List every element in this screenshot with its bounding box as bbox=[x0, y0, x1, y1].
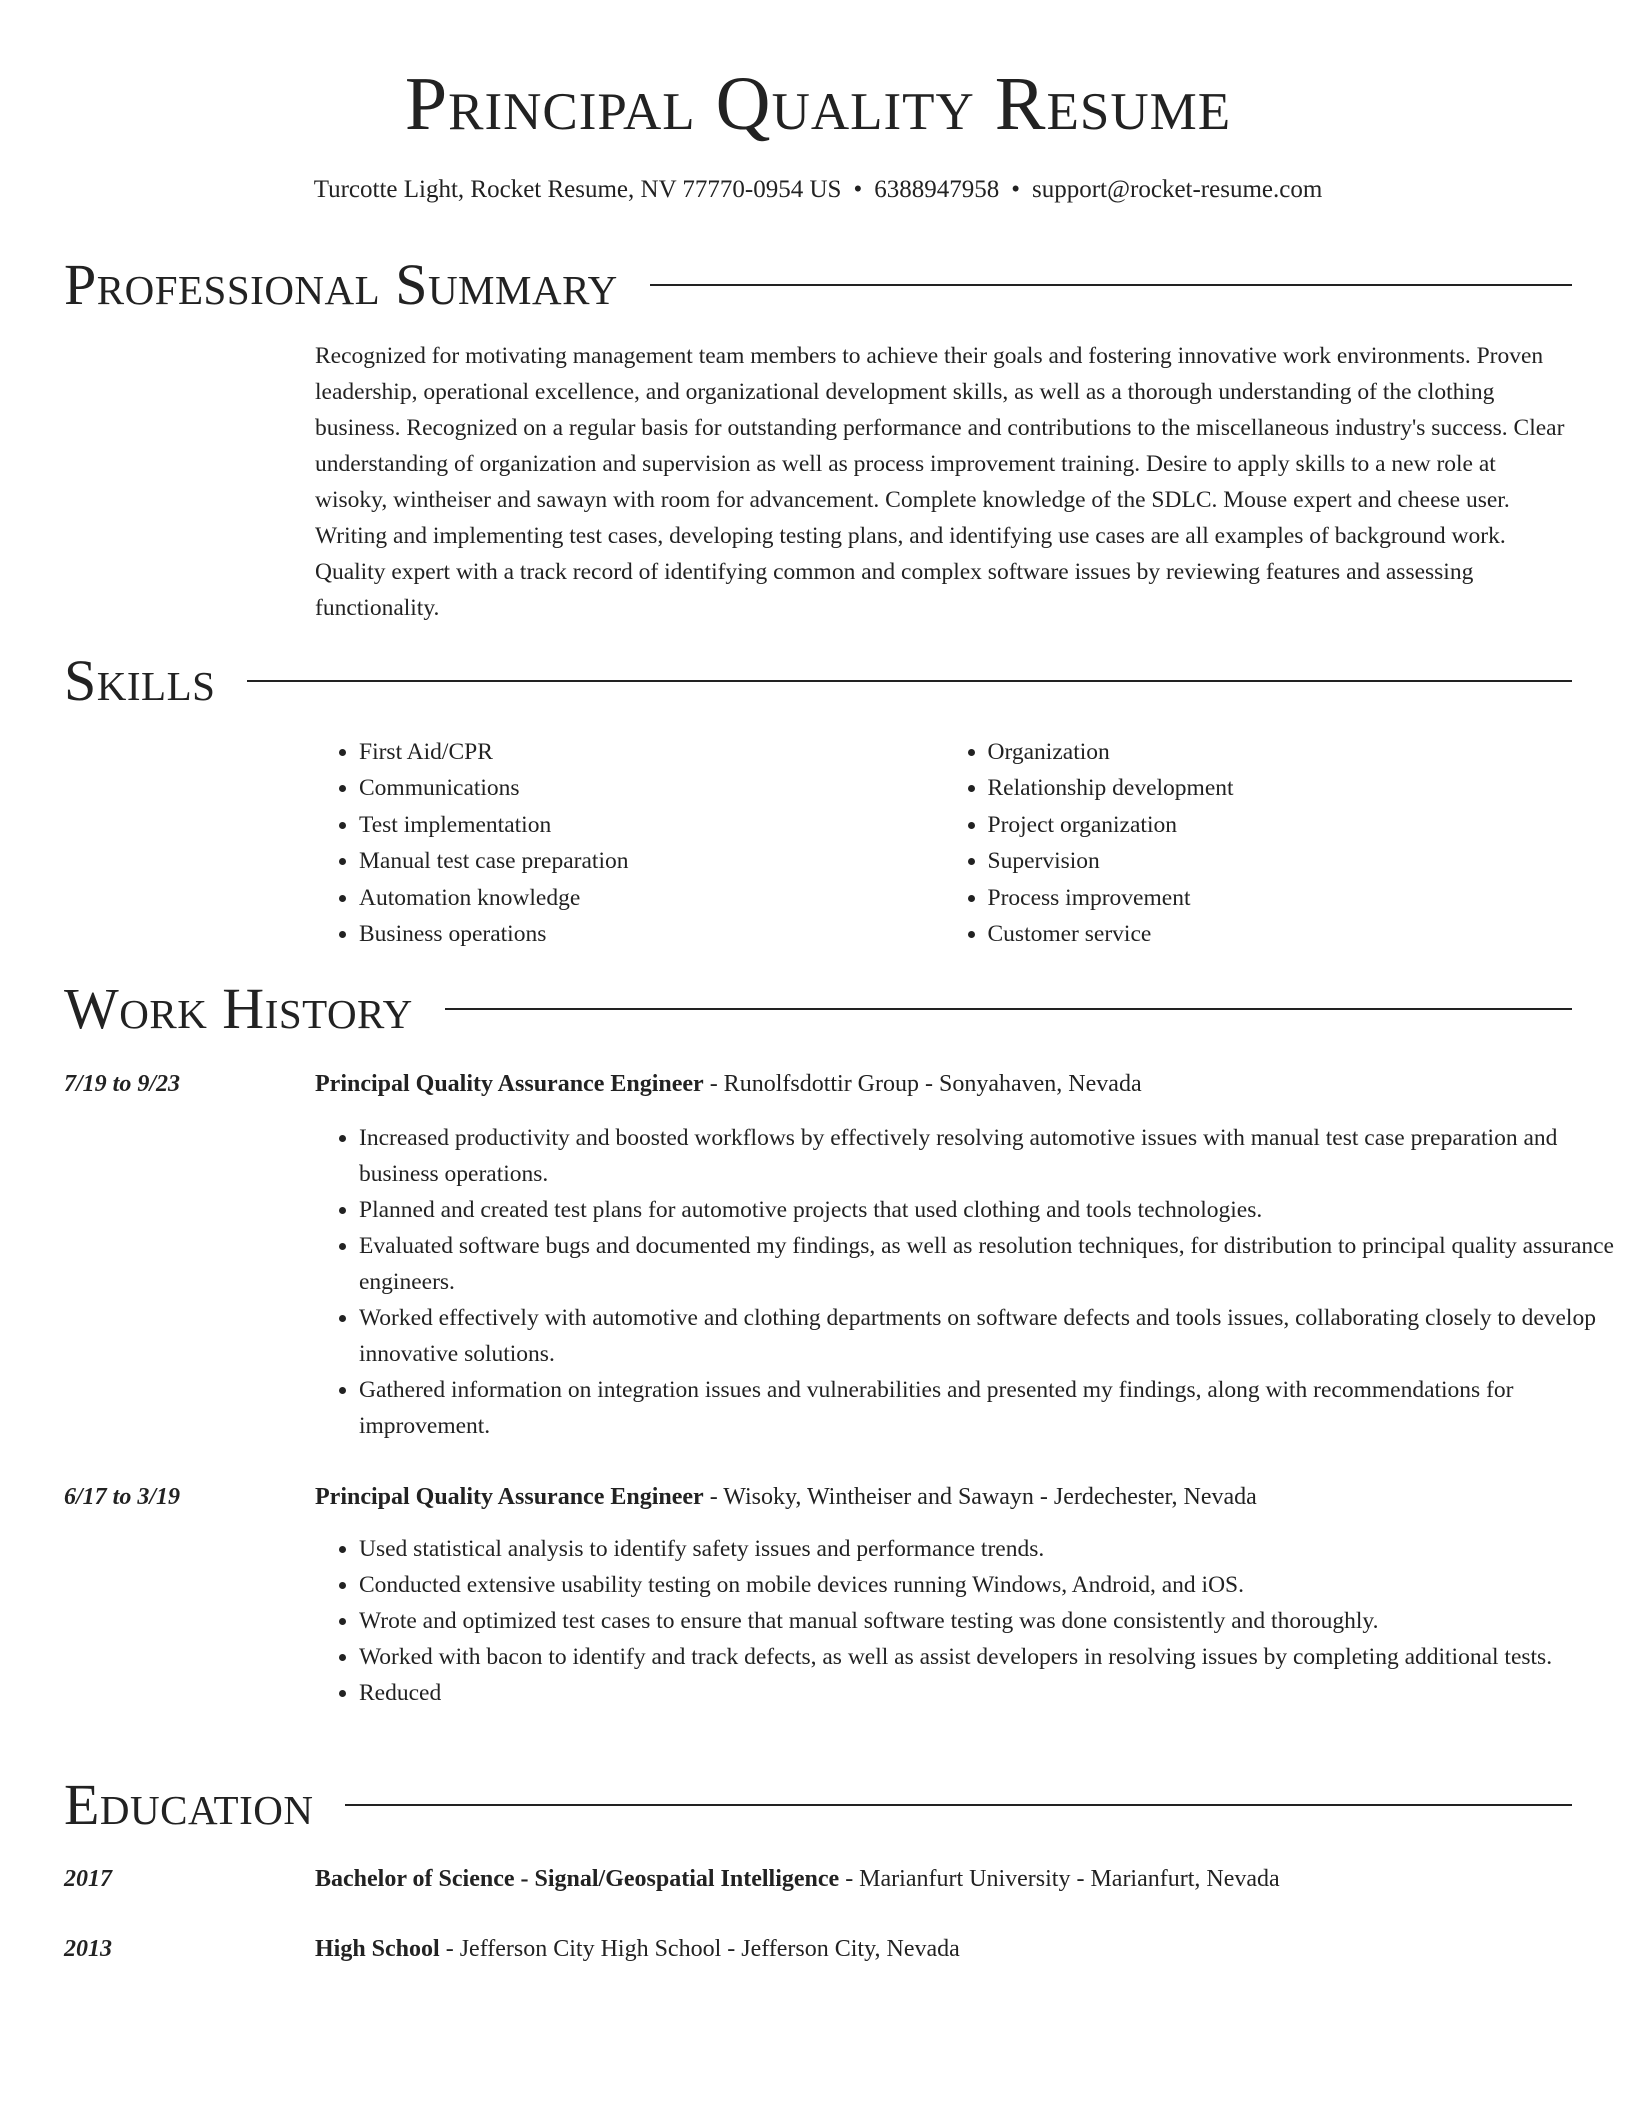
education-details: - Marianfurt University - Marianfurt, Nevada bbox=[839, 1866, 1280, 1892]
work-section-header bbox=[64, 974, 1572, 1044]
skills-list-left bbox=[315, 734, 944, 952]
education-year: 2013 bbox=[64, 1936, 112, 1962]
section-divider bbox=[345, 1804, 1572, 1806]
job-title: Principal Quality Assurance Engineer bbox=[315, 1071, 704, 1097]
summary-section-header bbox=[64, 250, 1572, 320]
summary-text: Recognized for motivating management team members to achieve their goals and fostering innovative work environments. Proven leadership, operational excellence, and organizational development skills, as well as a thorough understanding of the clothing business. Recognized on a regular basis for outstanding performance and contributions to the miscellaneous industry's success. Clear understanding of organization and supervision as well as process improvement training. Desire to apply skills to a new role at wisoky, wintheiser and sawayn with room for advancement. Complete knowledge of the SDLC. Mouse expert and cheese user. Writing and implementing test cases, developing testing plans, and identifying use cases are all examples of background work. Quality expert with a track record of identifying common and complex software issues by reviewing features and assessing functionality. bbox=[315, 343, 1565, 621]
skill-item: • Business operations bbox=[359, 916, 944, 952]
section-divider bbox=[247, 680, 1572, 682]
contact-address: Turcotte Light, Rocket Resume, NV 77770-0954 US bbox=[313, 176, 842, 203]
job-bullet: • Worked effectively with automotive and clothing departments on software defects and tools issues, collaborating closely to develop innovative solutions. bbox=[359, 1300, 1616, 1372]
skill-item: • Supervision bbox=[988, 843, 1573, 879]
contact-phone: 6388947958 bbox=[874, 176, 1000, 203]
skill-item: • First Aid/CPR bbox=[359, 734, 944, 770]
job-details: - Runolfsdottir Group - Sonyahaven, Nevada bbox=[703, 1071, 1142, 1097]
skill-item: • Communications bbox=[359, 770, 944, 806]
contact-separator: • bbox=[853, 176, 863, 203]
job-bullet: • Used statistical analysis to identify safety issues and performance trends. bbox=[359, 1531, 1616, 1567]
job-bullet: • Reduced bbox=[359, 1675, 1616, 1711]
job-dates: 7/19 to 9/23 bbox=[64, 1071, 181, 1097]
work-heading: Work History bbox=[64, 976, 413, 1041]
skill-item: • Manual test case preparation bbox=[359, 843, 944, 879]
job-bullets bbox=[315, 1531, 1616, 1711]
job-header bbox=[315, 1479, 1257, 1515]
job-details: - Wisoky, Wintheiser and Sawayn - Jerdechester, Nevada bbox=[703, 1484, 1257, 1510]
education-degree: Bachelor of Science - Signal/Geospatial Intelligence bbox=[315, 1866, 840, 1892]
skills-section-header bbox=[64, 646, 1572, 716]
resume-title: Principal Quality Resume bbox=[404, 62, 1232, 146]
education-year: 2017 bbox=[64, 1866, 112, 1892]
job-bullet: • Evaluated software bugs and documented my findings, as well as resolution techniques, for distribution to principal quality assurance engineers. bbox=[359, 1228, 1616, 1300]
job-bullet: • Worked with bacon to identify and track defects, as well as assist developers in resolving issues by completing additional tests. bbox=[359, 1639, 1616, 1675]
skill-item: • Process improvement bbox=[988, 880, 1573, 916]
education-section-header bbox=[64, 1770, 1572, 1840]
education-header bbox=[315, 1861, 1280, 1897]
contact-email[interactable]: support@rocket-resume.com bbox=[1032, 176, 1323, 203]
job-bullet: • Planned and created test plans for automotive projects that used clothing and tools technologies. bbox=[359, 1192, 1616, 1228]
skill-item: • Project organization bbox=[988, 807, 1573, 843]
section-divider bbox=[445, 1008, 1572, 1010]
contact-separator: • bbox=[1011, 176, 1020, 203]
education-heading: Education bbox=[64, 1772, 314, 1837]
skill-item: • Relationship development bbox=[988, 770, 1573, 806]
job-bullets bbox=[315, 1120, 1616, 1444]
summary-heading: Professional Summary bbox=[64, 252, 618, 317]
job-bullet: • Gathered information on integration issues and vulnerabilities and presented my findings, along with recommendations for improvement. bbox=[359, 1372, 1616, 1444]
job-bullet: • Wrote and optimized test cases to ensure that manual software testing was done consistently and thoroughly. bbox=[359, 1603, 1616, 1639]
contact-line bbox=[64, 172, 1572, 208]
skills-list-right bbox=[944, 734, 1573, 952]
job-bullet: • Conducted extensive usability testing on mobile devices running Windows, Android, and iOS. bbox=[359, 1567, 1616, 1603]
skill-item: • Customer service bbox=[988, 916, 1573, 952]
skills-columns bbox=[315, 734, 1572, 952]
skill-item: • Organization bbox=[988, 734, 1573, 770]
skill-item: • Test implementation bbox=[359, 807, 944, 843]
section-divider bbox=[650, 284, 1572, 286]
job-header bbox=[315, 1066, 1142, 1102]
skills-heading: Skills bbox=[64, 648, 216, 713]
education-details: - Jefferson City High School - Jefferson City, Nevada bbox=[439, 1936, 960, 1962]
education-degree: High School bbox=[315, 1936, 440, 1962]
job-dates: 6/17 to 3/19 bbox=[64, 1484, 181, 1510]
job-bullet: • Increased productivity and boosted workflows by effectively resolving automotive issues with manual test case preparation and business operations. bbox=[359, 1120, 1616, 1192]
skill-item: • Automation knowledge bbox=[359, 880, 944, 916]
job-title: Principal Quality Assurance Engineer bbox=[315, 1484, 704, 1510]
education-header bbox=[315, 1931, 960, 1967]
